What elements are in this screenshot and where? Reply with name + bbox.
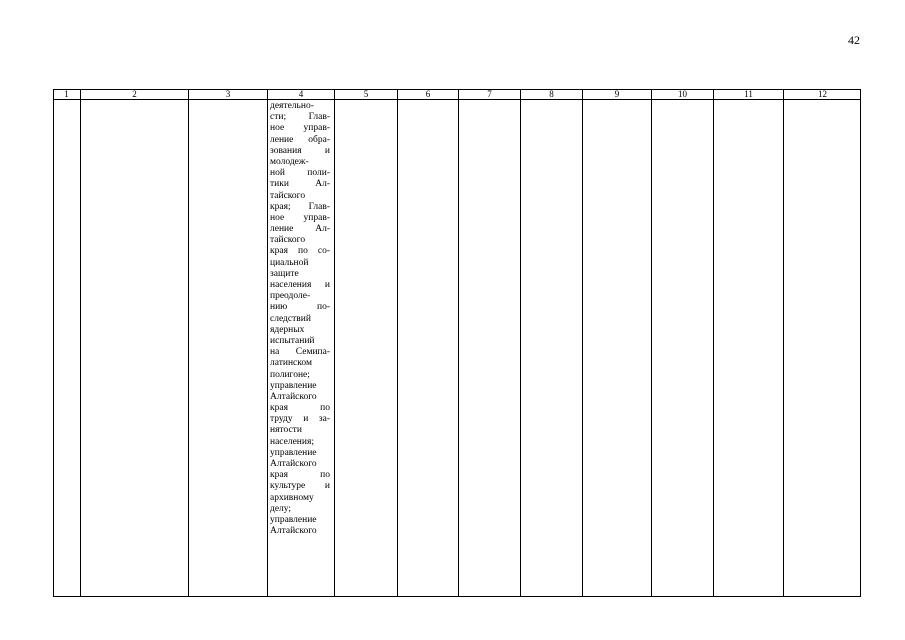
column-header-9: 9 [614, 89, 620, 99]
column-4-text-line: на Семипа- [270, 347, 330, 358]
column-divider [397, 89, 398, 597]
column-4-text-line: латинском [270, 358, 312, 369]
column-4-text-line: культуре и [270, 481, 330, 492]
column-4-text-line: зования и [270, 145, 330, 156]
column-4-text-line: ление обра- [270, 134, 330, 145]
column-4-text-line: испытаний [270, 335, 315, 346]
column-divider [520, 89, 521, 597]
column-header-4: 4 [298, 89, 304, 99]
column-4-text-line: края по [270, 470, 330, 481]
table-frame [53, 89, 861, 597]
column-4-text-line: населения; [270, 436, 314, 447]
column-header-8: 8 [549, 89, 554, 99]
column-4-text-line: управление [270, 447, 317, 458]
column-4-text-line: циальной [270, 257, 309, 268]
column-4-text-line: нятости [270, 425, 302, 436]
column-divider [267, 89, 268, 597]
column-header-6: 6 [425, 89, 431, 99]
column-4-text-line: преодоле- [270, 291, 311, 302]
column-header-7: 7 [487, 89, 492, 99]
column-4-text-line: делу; [270, 503, 292, 514]
column-4-text-line: архивному [270, 492, 314, 503]
column-header-11: 11 [744, 89, 753, 99]
column-4-text-line: Алтайского [270, 391, 317, 402]
column-4-text-line: деятельно- [270, 101, 314, 111]
column-4-text-line: Алтайского [270, 459, 317, 469]
column-4-text-line: края; Глав- [270, 201, 330, 212]
column-4-text-line: управление [270, 380, 317, 391]
column-divider [582, 89, 583, 597]
column-4-text-line: молодеж- [270, 156, 309, 167]
column-4-text-line: тики Ал- [270, 179, 330, 190]
column-4-text-line: защите [270, 268, 299, 279]
column-4-text-line: сти; Глав- [270, 112, 330, 123]
column-4-text-line: края по со- [270, 246, 330, 257]
column-header-3: 3 [225, 89, 231, 99]
column-header-10: 10 [678, 89, 687, 99]
column-4-text-line: ление Ал- [270, 224, 330, 235]
column-divider [783, 89, 784, 597]
column-4-text-line: ное управ- [270, 212, 330, 223]
column-4-text-line: управление [270, 514, 317, 525]
column-4-text-line: тайского [270, 190, 306, 201]
column-divider [713, 89, 714, 597]
column-4-cell-text [270, 101, 330, 537]
column-header-1: 1 [64, 89, 69, 99]
column-divider [651, 89, 652, 597]
column-header-5: 5 [363, 89, 369, 99]
column-4-text-line: Алтайского [270, 526, 317, 537]
column-4-text-line: полигоне; [270, 369, 310, 380]
page-number: 42 [848, 33, 860, 47]
column-4-text-line: нию по- [270, 302, 330, 313]
column-divider [80, 89, 81, 597]
column-4-text-line: ядерных [270, 324, 305, 335]
column-4-text-line: тайского [270, 235, 306, 246]
column-header-12: 12 [818, 89, 827, 99]
column-4-text-line: населения и [270, 280, 330, 290]
column-header-2: 2 [132, 89, 137, 99]
column-4-text-line: ной поли- [270, 168, 330, 179]
column-divider [458, 89, 459, 597]
column-4-text-line: следствий [270, 313, 311, 324]
column-4-text-line: ное управ- [270, 123, 330, 134]
column-4-text-line: края по [270, 403, 330, 414]
column-divider [188, 89, 189, 597]
column-4-text-line: труду и за- [270, 414, 330, 425]
column-divider [334, 89, 335, 597]
